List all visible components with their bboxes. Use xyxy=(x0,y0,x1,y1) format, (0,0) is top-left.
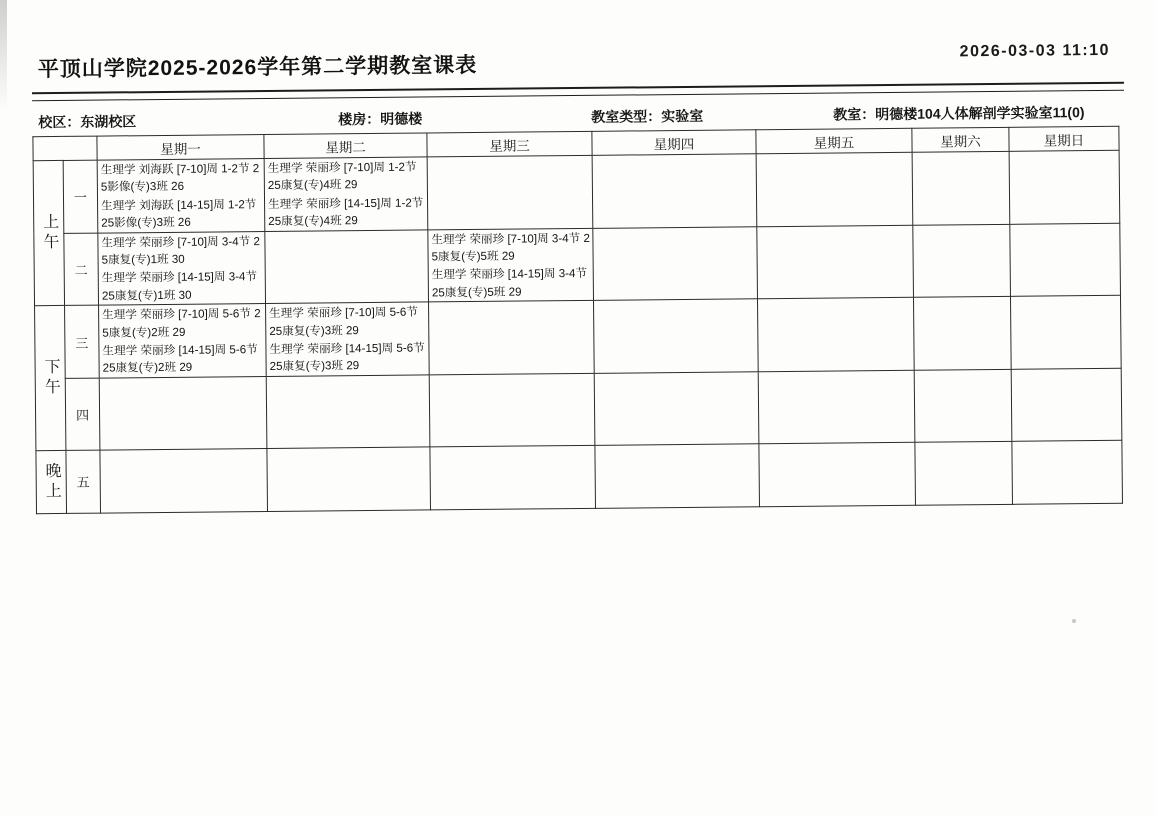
row-period3 xyxy=(35,296,1122,379)
course-entry: 生理学 荣丽珍 [14-15]周 5-6节 25康复(专)2班 29 xyxy=(102,343,258,376)
course-entry: 生理学 荣丽珍 [7-10]周 5-6节 25康复(专)3班 29 xyxy=(269,305,419,338)
cell-friday-period1 xyxy=(756,152,913,226)
cell-monday-period5 xyxy=(100,448,268,513)
cell-friday-period3 xyxy=(757,298,914,372)
cell-monday-period2 xyxy=(98,231,266,305)
room-type-value: 实验室 xyxy=(661,107,704,125)
period-label-3: 三 xyxy=(65,305,100,378)
cell-friday-period4 xyxy=(758,370,915,443)
cell-monday-period3 xyxy=(99,304,267,378)
cell-saturday-period4 xyxy=(914,369,1012,442)
session-evening: 晚上 xyxy=(36,450,67,513)
course-entry: 生理学 荣丽珍 [14-15]周 5-6节 25康复(专)3班 29 xyxy=(269,341,425,374)
cell-thursday-period5 xyxy=(595,444,760,509)
cell-thursday-period4 xyxy=(594,372,759,446)
cell-friday-period2 xyxy=(757,225,914,299)
course-entry: 生理学 荣丽珍 [7-10]周 3-4节 25康复(专)5班 29 xyxy=(431,231,590,264)
cell-thursday-period3 xyxy=(594,299,759,373)
course-entry: 生理学 荣丽珍 [14-15]周 1-2节 25康复(专)4班 29 xyxy=(268,196,424,229)
period-label-5: 五 xyxy=(66,450,101,513)
course-entry: 生理学 荣丽珍 [7-10]周 1-2节 25康复(专)4班 29 xyxy=(267,160,417,193)
cell-tuesday-period1 xyxy=(264,157,428,231)
period-label-4: 四 xyxy=(65,378,100,450)
page-title: 平顶山学院2025-2026学年第二学期教室课表 xyxy=(37,53,478,82)
cell-monday-period4 xyxy=(99,376,267,450)
row-period1 xyxy=(33,150,1120,233)
day-header-friday: 星期五 xyxy=(756,128,912,153)
cell-wednesday-period3 xyxy=(429,301,595,375)
session-afternoon: 下午 xyxy=(35,306,66,451)
cell-tuesday-period3 xyxy=(266,302,430,376)
cell-sunday-period5 xyxy=(1012,440,1123,504)
period-label-1: 一 xyxy=(63,160,98,233)
corner-cell xyxy=(33,136,97,161)
course-entry: 生理学 荣丽珍 [7-10]周 3-4节 25康复(专)1班 30 xyxy=(101,234,260,267)
day-header-saturday: 星期六 xyxy=(912,127,1009,152)
day-header-monday: 星期一 xyxy=(97,135,264,161)
cell-saturday-period3 xyxy=(913,297,1011,371)
cell-tuesday-period5 xyxy=(267,447,431,512)
day-header-sunday: 星期日 xyxy=(1009,126,1119,151)
row-period2 xyxy=(34,223,1121,306)
print-timestamp: 2026-03-03 11:10 xyxy=(959,41,1111,61)
course-entry: 生理学 荣丽珍 [14-15]周 3-4节 25康复(专)5班 29 xyxy=(431,267,588,300)
building-value: 明德楼 xyxy=(380,110,423,127)
cell-sunday-period2 xyxy=(1010,223,1121,297)
room-info xyxy=(833,102,1084,124)
course-entry: 生理学 刘海跃 [14-15]周 1-2节 25影像(专)3班 26 xyxy=(101,197,257,230)
row-period4 xyxy=(35,368,1122,450)
course-entry: 生理学 荣丽珍 [14-15]周 3-4节 25康复(专)1班 30 xyxy=(101,270,258,303)
session-morning: 上午 xyxy=(33,160,64,306)
cell-saturday-period5 xyxy=(915,441,1013,505)
cell-wednesday-period4 xyxy=(429,373,595,447)
cell-tuesday-period4 xyxy=(266,375,430,449)
room-label: 教室： xyxy=(833,106,876,123)
cell-sunday-period3 xyxy=(1010,296,1121,370)
cell-saturday-period2 xyxy=(913,224,1011,298)
campus-value: 东湖校区 xyxy=(80,113,137,130)
scan-artifact-dot xyxy=(1072,619,1076,623)
cell-tuesday-period2 xyxy=(265,230,429,304)
day-header-thursday: 星期四 xyxy=(592,130,756,156)
day-header-wednesday: 星期三 xyxy=(427,131,592,157)
building-label: 楼房： xyxy=(338,110,381,128)
room-value: 明德楼104人体解剖学实验室11(0) xyxy=(875,104,1085,123)
period-label-2: 二 xyxy=(64,233,99,306)
cell-friday-period5 xyxy=(759,442,916,506)
cell-wednesday-period2 xyxy=(428,228,594,302)
course-entry: 生理学 刘海跃 [7-10]周 1-2节 25影像(专)3班 26 xyxy=(100,162,260,194)
room-type-info xyxy=(591,106,703,127)
timetable xyxy=(32,126,1123,514)
row-period5 xyxy=(36,440,1123,513)
cell-wednesday-period1 xyxy=(427,155,593,229)
cell-thursday-period2 xyxy=(593,226,758,300)
cell-saturday-period1 xyxy=(912,151,1010,225)
campus-label: 校区： xyxy=(38,113,81,131)
room-type-label: 教室类型： xyxy=(591,108,662,125)
campus-info xyxy=(38,111,136,132)
cell-sunday-period1 xyxy=(1009,150,1120,224)
cell-wednesday-period5 xyxy=(430,445,596,510)
cell-thursday-period1 xyxy=(592,154,757,228)
course-entry: 生理学 荣丽珍 [7-10]周 5-6节 25康复(专)2班 29 xyxy=(102,307,261,340)
building-info xyxy=(338,108,422,129)
cell-sunday-period4 xyxy=(1011,368,1122,441)
day-header-tuesday: 星期二 xyxy=(264,133,427,159)
title-double-rule xyxy=(32,82,1124,101)
cell-monday-period1 xyxy=(97,159,265,233)
